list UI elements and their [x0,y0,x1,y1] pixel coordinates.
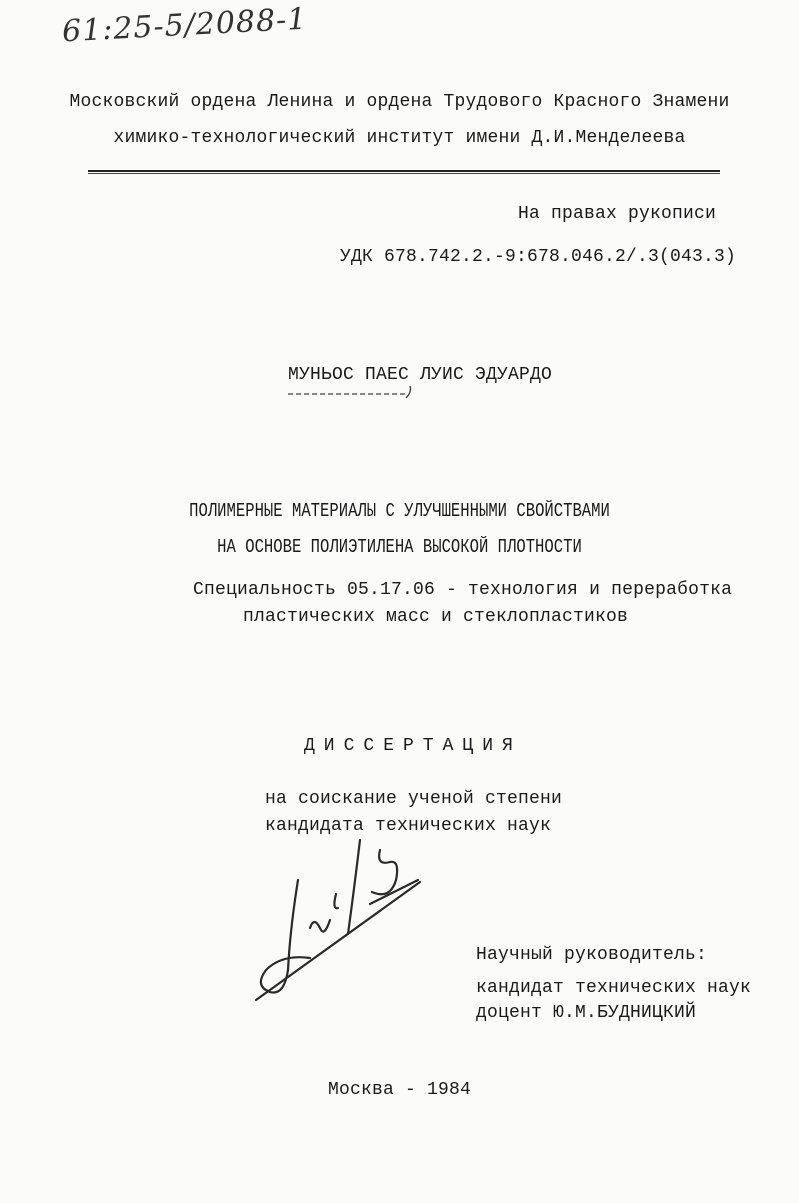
archive-handwritten-note: 61:25-5/2088-1 [61,1,309,50]
document-type: ДИССЕРТАЦИЯ [304,736,522,756]
institution-line-2: химико-технологический институт имени Д.И.Менделеева [113,128,686,148]
specialty-line-1: Специальность 05.17.06 - технология и переработка [193,580,733,600]
degree-line-1: на соискание ученой степени [265,789,563,809]
specialty-line-2: пластических масс и стеклопластиков [243,607,629,627]
header-divider [88,170,720,174]
author-underline [286,382,426,402]
degree-line-2: кандидата технических наук [265,816,552,836]
institution-line-1: Московский ордена Ленина и ордена Трудового Красного Знамени [69,92,730,112]
city-year: Москва - 1984 [328,1080,472,1100]
thesis-title-line-2: НА ОСНОВЕ ПОЛИЭТИЛЕНА ВЫСОКОЙ ПЛОТНОСТИ [217,536,582,558]
supervisor-name: доцент Ю.М.БУДНИЦКИЙ [476,1003,697,1023]
udc-code: УДК 678.742.2.-9:678.046.2/.3(043.3) [340,247,737,267]
author-name: МУНЬОС ПАЕС ЛУИС ЭДУАРДО [288,365,553,385]
supervisor-label: Научный руководитель: [476,945,708,965]
author-signature [240,820,430,1010]
rights-note: На правах рукописи [518,204,717,224]
supervisor-title: кандидат технических наук [476,978,752,998]
thesis-title-line-1: ПОЛИМЕРНЫЕ МАТЕРИАЛЫ С УЛУЧШЕННЫМИ СВОЙСТВАМИ [189,500,610,522]
